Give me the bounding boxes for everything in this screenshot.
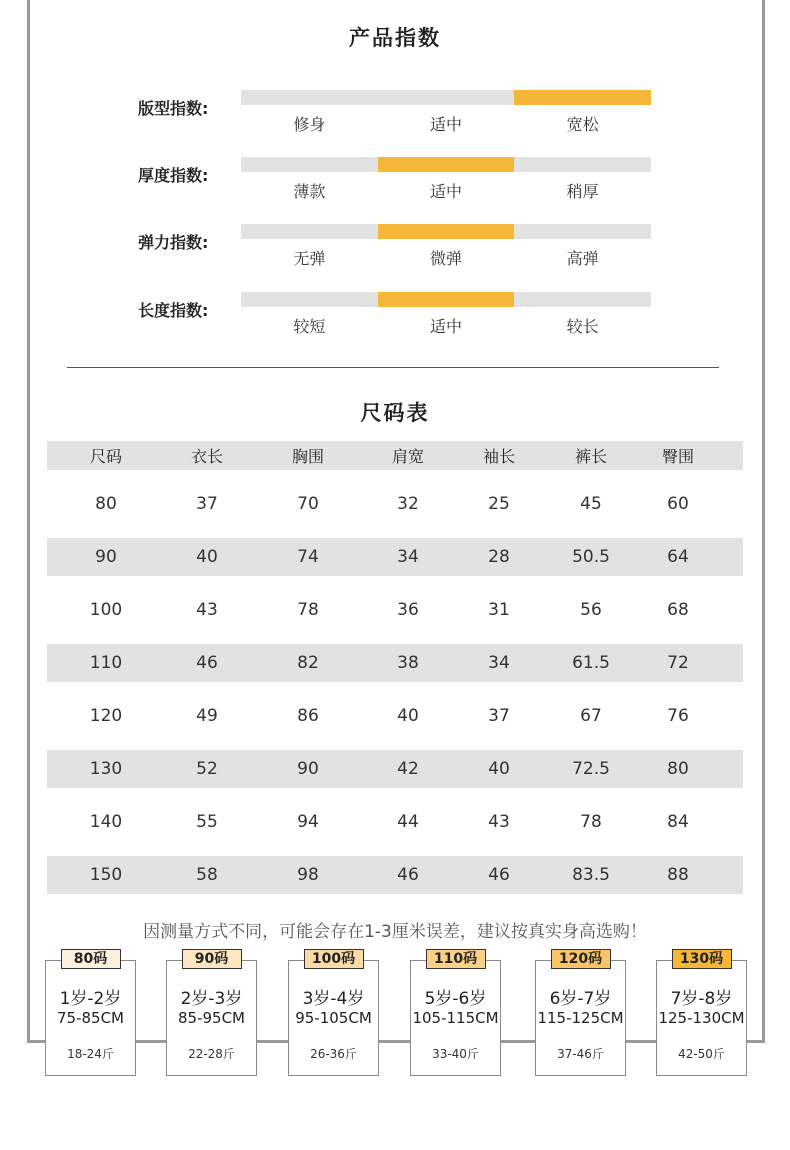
size-table-title: 尺码表 — [360, 401, 430, 425]
weight-range: 18-24斤 — [67, 1047, 114, 1061]
weight-range: 33-40斤 — [432, 1047, 479, 1061]
age-range: 7岁-8岁 — [670, 989, 733, 1009]
product-index-title: 产品指数 — [349, 26, 441, 50]
table-cell: 31 — [488, 600, 510, 620]
header-cell: 袖长 — [482, 447, 515, 466]
table-cell: 86 — [297, 706, 319, 726]
index-bar-segment — [514, 292, 651, 307]
age-range: 5岁-6岁 — [424, 989, 487, 1009]
size-badge: 90码 — [182, 949, 242, 969]
table-cell: 74 — [297, 547, 319, 567]
index-row-thickness — [0, 157, 790, 207]
table-cell: 43 — [196, 600, 218, 620]
age-range: 3岁-4岁 — [302, 989, 365, 1009]
table-cell: 60 — [667, 494, 689, 514]
table-row — [47, 750, 743, 788]
index-option: 无弹 — [293, 249, 326, 268]
table-cell: 68 — [667, 600, 689, 620]
table-cell: 42 — [397, 759, 419, 779]
size-card — [535, 951, 626, 1076]
index-bar-segment — [514, 157, 651, 172]
table-cell: 80 — [667, 759, 689, 779]
index-bar-segment — [241, 292, 378, 307]
table-cell: 61.5 — [572, 653, 610, 673]
index-option: 宽松 — [566, 115, 599, 134]
index-option: 稍厚 — [566, 182, 599, 201]
table-cell: 36 — [397, 600, 419, 620]
index-label: 厚度指数: — [138, 166, 209, 185]
table-cell: 38 — [397, 653, 419, 673]
index-option: 较短 — [293, 317, 326, 336]
table-cell: 90 — [95, 547, 117, 567]
table-cell: 100 — [89, 600, 123, 620]
index-bar-segment — [378, 90, 515, 105]
index-option: 微弹 — [430, 249, 463, 268]
table-cell: 98 — [297, 865, 319, 885]
height-range: 115-125CM — [537, 1009, 624, 1027]
table-cell: 46 — [488, 865, 510, 885]
table-cell: 82 — [297, 653, 319, 673]
size-card — [410, 951, 501, 1076]
index-row-fit — [0, 90, 790, 140]
table-row — [47, 538, 743, 576]
size-table — [47, 441, 743, 894]
table-cell: 120 — [89, 706, 123, 726]
index-option: 适中 — [430, 115, 463, 134]
measurement-note: 因测量方式不同，可能会存在1-3厘米误差，建议按真实身高选购！ — [143, 922, 647, 942]
table-cell: 150 — [89, 865, 123, 885]
table-row — [47, 485, 743, 523]
table-cell: 56 — [580, 600, 602, 620]
table-cell: 43 — [488, 812, 510, 832]
index-bar-segment — [241, 224, 378, 239]
index-bar-segment — [514, 224, 651, 239]
table-cell: 76 — [667, 706, 689, 726]
table-cell: 52 — [196, 759, 218, 779]
index-label: 弹力指数: — [138, 233, 209, 252]
height-range: 95-105CM — [295, 1009, 372, 1027]
frame-bottom-border — [27, 1040, 765, 1043]
table-cell: 34 — [488, 653, 510, 673]
index-bar — [241, 292, 651, 307]
index-bar-segment — [241, 90, 378, 105]
index-bar-segment — [241, 157, 378, 172]
index-row-elasticity — [0, 224, 790, 274]
table-cell: 32 — [397, 494, 419, 514]
table-cell: 72.5 — [572, 759, 610, 779]
table-row — [47, 803, 743, 841]
table-cell: 72 — [667, 653, 689, 673]
table-cell: 45 — [580, 494, 602, 514]
size-card — [166, 951, 257, 1076]
table-cell: 78 — [580, 812, 602, 832]
header-cell: 尺码 — [89, 447, 122, 466]
index-bar-selected-segment — [514, 90, 651, 105]
table-row — [47, 697, 743, 735]
table-cell: 64 — [667, 547, 689, 567]
age-range: 6岁-7岁 — [549, 989, 612, 1009]
index-label: 长度指数: — [138, 301, 209, 320]
size-card — [656, 951, 747, 1076]
table-cell: 70 — [297, 494, 319, 514]
size-card — [45, 951, 136, 1076]
size-badge: 110码 — [426, 949, 486, 969]
table-cell: 83.5 — [572, 865, 610, 885]
index-bar-selected-segment — [378, 224, 515, 239]
table-cell: 44 — [397, 812, 419, 832]
index-bar — [241, 157, 651, 172]
table-cell: 78 — [297, 600, 319, 620]
size-card — [288, 951, 379, 1076]
table-cell: 110 — [89, 653, 123, 673]
table-row — [47, 856, 743, 894]
table-cell: 28 — [488, 547, 510, 567]
table-cell: 37 — [196, 494, 218, 514]
weight-range: 26-36斤 — [310, 1047, 357, 1061]
table-row — [47, 644, 743, 682]
index-option: 适中 — [430, 317, 463, 336]
table-cell: 140 — [89, 812, 123, 832]
index-label: 版型指数: — [138, 99, 209, 118]
index-options — [241, 112, 651, 135]
table-cell: 46 — [196, 653, 218, 673]
table-cell: 94 — [297, 812, 319, 832]
index-bar-selected-segment — [378, 157, 515, 172]
height-range: 85-95CM — [177, 1009, 245, 1027]
index-row-length — [0, 292, 790, 342]
size-badge: 120码 — [551, 949, 611, 969]
index-bar-selected-segment — [378, 292, 515, 307]
size-badge: 130码 — [672, 949, 732, 969]
table-row — [47, 591, 743, 629]
weight-range: 37-46斤 — [557, 1047, 604, 1061]
table-cell: 40 — [196, 547, 218, 567]
table-cell: 58 — [196, 865, 218, 885]
index-option: 高弹 — [566, 249, 599, 268]
table-cell: 40 — [397, 706, 419, 726]
table-cell: 37 — [488, 706, 510, 726]
size-badge: 100码 — [304, 949, 364, 969]
table-cell: 55 — [196, 812, 218, 832]
size-table-header — [47, 441, 743, 470]
index-option: 薄款 — [293, 182, 326, 201]
header-cell: 肩宽 — [391, 447, 424, 466]
table-cell: 40 — [488, 759, 510, 779]
size-badge: 80码 — [61, 949, 121, 969]
table-cell: 90 — [297, 759, 319, 779]
weight-range: 22-28斤 — [188, 1047, 235, 1061]
header-cell: 胸围 — [291, 447, 324, 466]
index-options — [241, 314, 651, 337]
height-range: 125-130CM — [658, 1009, 745, 1027]
index-bar — [241, 224, 651, 239]
table-cell: 50.5 — [572, 547, 610, 567]
section-divider — [67, 367, 719, 368]
index-option: 修身 — [293, 115, 326, 134]
index-option: 适中 — [430, 182, 463, 201]
table-cell: 84 — [667, 812, 689, 832]
table-cell: 25 — [488, 494, 510, 514]
table-cell: 49 — [196, 706, 218, 726]
header-cell: 衣长 — [190, 447, 223, 466]
weight-range: 42-50斤 — [678, 1047, 725, 1061]
index-bar — [241, 90, 651, 105]
table-cell: 88 — [667, 865, 689, 885]
index-options — [241, 179, 651, 202]
table-cell: 46 — [397, 865, 419, 885]
age-range: 2岁-3岁 — [180, 989, 243, 1009]
table-cell: 34 — [397, 547, 419, 567]
table-cell: 80 — [95, 494, 117, 514]
height-range: 105-115CM — [412, 1009, 499, 1027]
index-options — [241, 246, 651, 269]
header-cell: 臀围 — [661, 447, 694, 466]
header-cell: 裤长 — [574, 447, 607, 466]
table-cell: 67 — [580, 706, 602, 726]
height-range: 75-85CM — [56, 1009, 124, 1027]
index-option: 较长 — [566, 317, 599, 336]
age-range: 1岁-2岁 — [59, 989, 122, 1009]
table-cell: 130 — [89, 759, 123, 779]
